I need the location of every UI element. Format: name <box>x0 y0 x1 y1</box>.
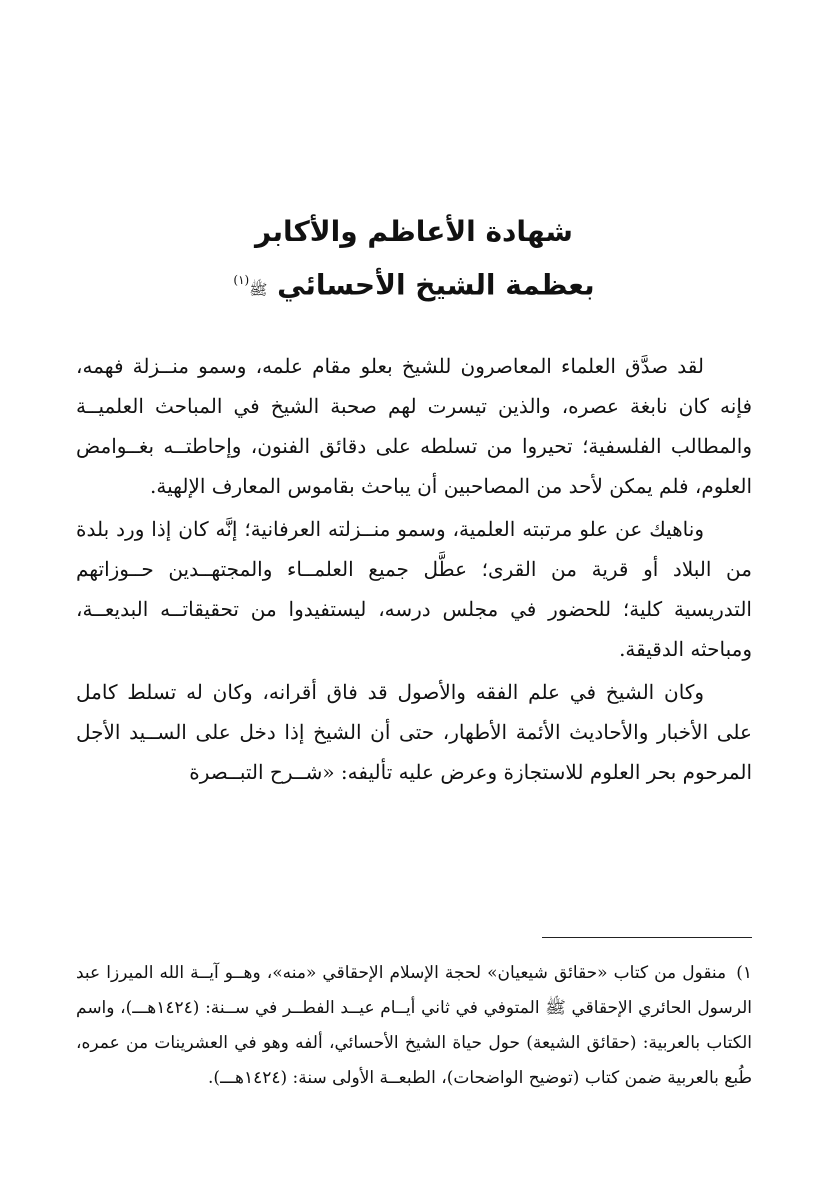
footnote <box>76 956 752 1096</box>
footnote-reference: (١) <box>233 273 250 287</box>
honorific-symbol: ﷺ <box>249 280 268 299</box>
paragraph-2: وناهيك عن علو مرتبته العلمية، وسمو منــزلته العرفانية؛ إنَّه كان إذا ورد بلدة من البلاد أو قرية من القرى؛ عطَّل جميع العلمــاء والمجتهــدين حــوزاتهم التدريسية كلية؛ للحضور في مجلس درسه، ليستفيدوا من تحقيقاتــه البديعــة، ومباحثه الدقيقة. <box>76 517 752 661</box>
paragraph-1: لقد صدَّق العلماء المعاصرون للشيخ بعلو مقام علمه، وسمو منــزلة فهمه، فإنه كان نابغة عصره، والذين تيسرت لهم صحبة الشيخ في المباحث العلميــة والمطالب الفلسفية؛ تحيروا من تسلطه على دقائق الفنون، وإحاطتــه بغــوامض العلوم، فلم يمكن لأحد من المصاحبين أن يباحث بقاموس المعارف الإلهية. <box>76 354 752 498</box>
footnote-divider <box>542 937 752 938</box>
main-text <box>76 346 752 795</box>
paragraph-3: وكان الشيخ في علم الفقه والأصول قد فاق أقرانه، وكان له تسلط كامل على الأخبار والأحاديث الأئمة الأطهار، حتى أن الشيخ إذا دخل على الســيد الأجل المرحوم بحر العلوم للاستجازة وعرض عليه تأليفه: «شــرح التبــصرة <box>76 680 752 784</box>
title-line-2 <box>0 256 828 313</box>
footnote-text: منقول من كتاب «حقائق شيعيان» لحجة الإسلام الإحقاقي «منه»، وهــو آيــة الله الميرزا عبد الرسول الحائري الإحقاقي ﷺ المتوفي في ثاني أيــام عيــد الفطــر في ســنة: (١٤٢٤هـــ)، واسم الكتاب بالعربية: (حقائق الشيعة) حول حياة الشيخ الأحسائي، ألفه وهو في العشرينات من عمره، طُبع بالعربية ضمن كتاب (توضيح الواضحات)، الطبعــة الأولى سنة: (١٤٢٤هـــ). <box>76 963 752 1088</box>
footnote-number: ١) <box>736 963 753 983</box>
title-line-1: شهادة الأعاظم والأكابر <box>255 215 573 248</box>
title-line-2-text: بعظمة الشيخ الأحسائي <box>277 268 595 302</box>
chapter-title <box>0 208 828 313</box>
